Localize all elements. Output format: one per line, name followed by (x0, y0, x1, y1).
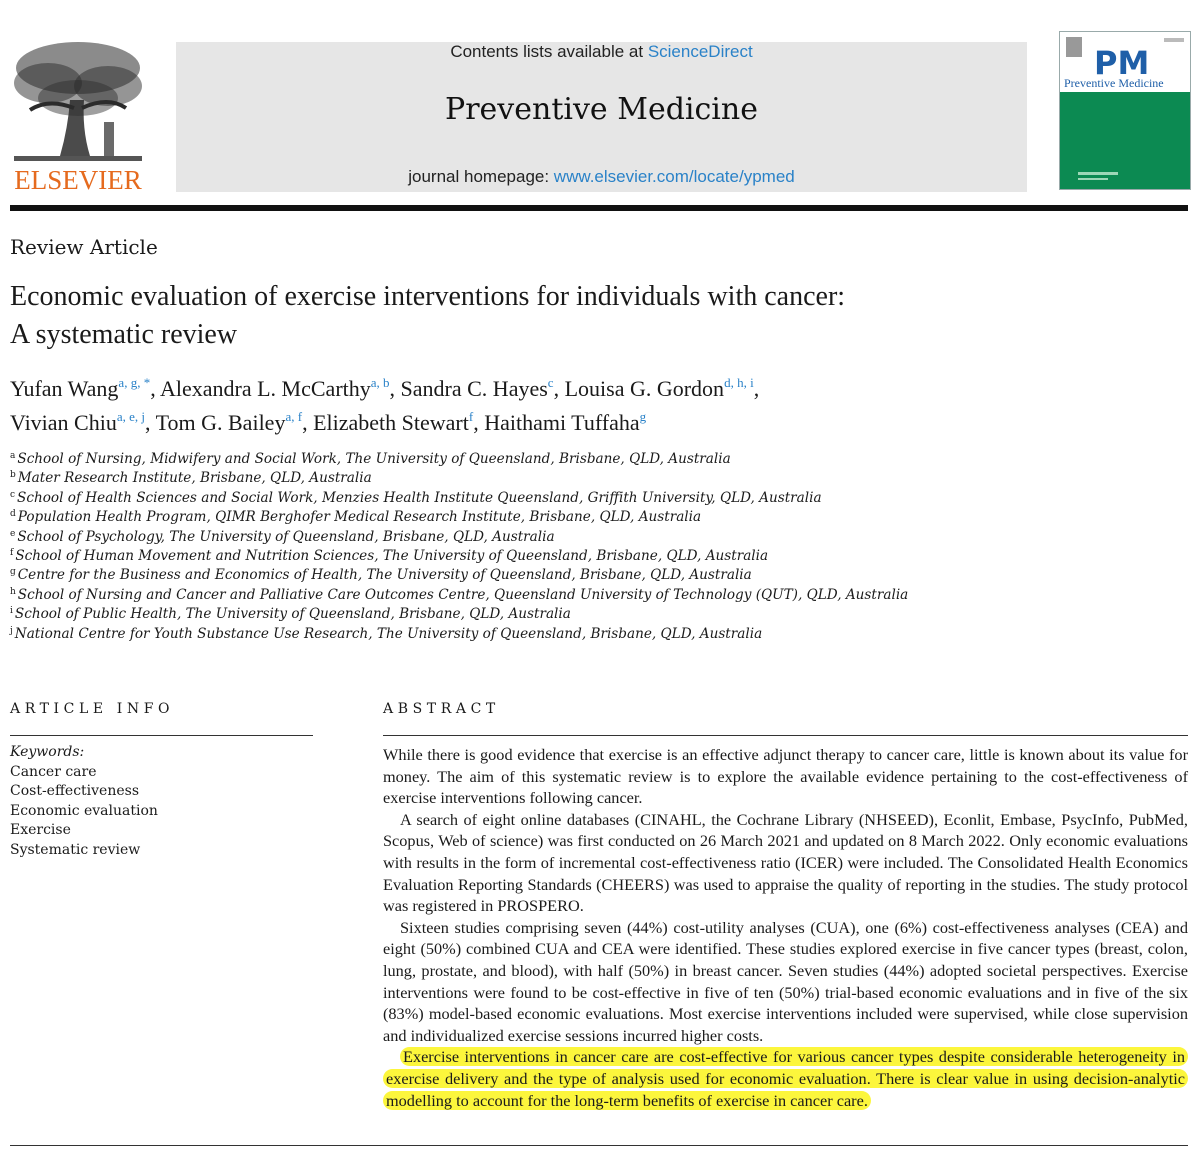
author[interactable]: Tom G. Bailey (155, 410, 286, 435)
author[interactable]: Haithami Tuffaha (484, 410, 640, 435)
affiliation-text: Population Health Program, QIMR Berghofer Medical Research Institute, Brisbane, QLD, Australia (17, 509, 702, 526)
affiliation-item (10, 490, 1190, 509)
affiliation-text: Mater Research Institute, Brisbane, QLD, Australia (17, 470, 372, 487)
abstract-body (383, 744, 1188, 1111)
author-affiliation-ref[interactable]: c (547, 375, 554, 390)
affiliation-key: i (10, 606, 13, 617)
affiliation-item (10, 587, 1190, 606)
affiliation-key: b (10, 470, 16, 481)
journal-banner (176, 42, 1027, 192)
author-separator: , (553, 376, 565, 401)
abstract-paragraph-results: Sixteen studies comprising seven (44%) cost-utility analyses (CUA), one (6%) cost-effectiveness analyses (CEA) and eight (50%) combined CUA and CEA were identified. These studies explored exercise in five cancer types (breast, colon, lung, prostate, and blood), with half (50%) in breast cancer. Seven studies (44%) adopted societal perspectives. Exercise interventions were found to be cost-effective in five of ten (50%) trial-based economic evaluations and in five of the six (83%) model-based economic evaluations. Most exercise interventions included were supervised, while close supervision and individualized exercise sessions incurred higher costs. (383, 917, 1188, 1045)
affiliation-key: e (10, 528, 16, 539)
title-line-2: A systematic review (10, 319, 238, 350)
journal-title[interactable]: Preventive Medicine (445, 92, 758, 127)
keywords-panel (10, 743, 310, 860)
contents-line (176, 42, 1027, 62)
author-affiliation-ref[interactable]: a, b (370, 375, 390, 390)
publisher-wordmark: ELSEVIER (14, 165, 142, 193)
author-affiliation-ref[interactable]: a, g, * (118, 375, 151, 390)
article-info-heading: ARTICLE INFO (10, 701, 175, 717)
affiliation-text: School of Health Sciences and Social Work, Menzies Health Institute Queensland, Griffith University, QLD, Australia (17, 489, 822, 506)
article-info-divider (10, 735, 313, 736)
homepage-line (176, 167, 1027, 187)
keyword: Systematic review (10, 841, 141, 858)
affiliation-item (10, 470, 1190, 489)
journal-cover-image (1060, 32, 1190, 189)
affiliation-key: d (10, 509, 16, 520)
affiliation-key: j (10, 625, 13, 636)
journal-cover[interactable] (1059, 31, 1191, 190)
author-separator: , (389, 376, 401, 401)
author-affiliation-ref[interactable]: d, h, i (724, 375, 754, 390)
affiliation-item (10, 626, 1190, 645)
article-type: Review Article (10, 235, 158, 259)
abstract-paragraph-conclusion (383, 1046, 1188, 1111)
author-separator: , (145, 410, 156, 435)
contents-prefix: Contents lists available at (450, 42, 648, 61)
author-affiliation-ref[interactable]: a, e, j (116, 409, 145, 424)
affiliation-key: h (10, 586, 16, 597)
author[interactable]: Vivian Chiu (10, 410, 117, 435)
affiliation-text: School of Nursing and Cancer and Palliative Care Outcomes Centre, Queensland University of Technology (QUT), QLD, Australia (17, 586, 909, 603)
homepage-prefix: journal homepage: (408, 167, 554, 186)
highlighted-conclusion: Exercise interventions in cancer care are cost-effective for various cancer types despite considerable heterogeneity in exercise delivery and the type of analysis used for economic evaluation. There is clear value in using decision-analytic modelling to account for the long-term benefits of exercise in cancer care. (383, 1047, 1188, 1109)
cover-title: Preventive Medicine (1064, 76, 1164, 90)
abstract-paragraph-methods: A search of eight online databases (CINAHL, the Cochrane Library (NHSEED), Econlit, Embase, PsycInfo, PubMed, Scopus, Web of science) was first conducted on 26 March 2021 and updated on 8 March 2022. Only economic evaluations with results in the form of incremental cost-effectiveness ratio (ICER) were included. The Consolidated Health Economics Evaluation Reporting Standards (CHEERS) was used to appraise the quality of reporting in the studies. The study protocol was registered in PROSPERO. (383, 809, 1188, 916)
author[interactable]: Yufan Wang (10, 376, 119, 401)
affiliation-item (10, 567, 1190, 586)
keyword: Exercise (10, 822, 71, 838)
author-separator: , (302, 410, 314, 435)
affiliation-item (10, 451, 1190, 470)
journal-homepage-link[interactable]: www.elsevier.com/locate/ypmed (553, 167, 795, 186)
affiliation-text: Centre for the Business and Economics of Health, The University of Queensland, Brisbane, QLD, Australia (17, 567, 752, 584)
author[interactable]: Elizabeth Stewart (313, 410, 469, 435)
affiliation-text: School of Nursing, Midwifery and Social Work, The University of Queensland, Brisbane, QLD, Australia (17, 451, 731, 467)
keyword: Economic evaluation (10, 802, 158, 819)
author-affiliation-ref[interactable]: a, f (285, 409, 303, 424)
author[interactable]: Alexandra L. McCarthy (160, 376, 371, 401)
affiliation-key: f (10, 547, 14, 558)
keyword: Cancer care (10, 763, 97, 780)
affiliation-text: School of Public Health, The University of Queensland, Brisbane, QLD, Australia (14, 606, 571, 623)
author-separator: , (150, 376, 160, 401)
affiliation-item (10, 548, 1190, 567)
abstract-divider (383, 735, 1188, 736)
affiliation-item (10, 509, 1190, 528)
keywords-label: Keywords: (10, 744, 85, 760)
abstract-paragraph-background: While there is good evidence that exercise is an effective adjunct therapy to cancer care, little is known about its value for money. The aim of this systematic review is to explore the available evidence pertaining to the cost-effectiveness of exercise interventions following cancer. (383, 745, 1188, 808)
affiliation-key: c (10, 489, 16, 500)
keyword: Cost-effectiveness (10, 783, 140, 799)
author[interactable]: Sandra C. Hayes (400, 376, 548, 401)
article-title (10, 278, 1160, 354)
title-line-1: Economic evaluation of exercise interventions for individuals with cancer: (10, 281, 846, 312)
affiliation-list (10, 451, 1190, 645)
author-separator: , (473, 410, 485, 435)
author-affiliation-ref[interactable]: g (639, 409, 647, 424)
affiliation-key: a (10, 451, 16, 461)
author-separator: , (753, 376, 760, 401)
author-affiliation-ref[interactable]: f (468, 409, 474, 424)
elsevier-tree-icon (8, 38, 148, 193)
affiliation-text: School of Psychology, The University of Queensland, Brisbane, QLD, Australia (17, 528, 555, 545)
affiliation-key: g (10, 567, 16, 578)
author-line-1 (10, 372, 1190, 406)
cover-letters: PM (1094, 44, 1150, 82)
affiliation-text: School of Human Movement and Nutrition Sciences, The University of Queensland, Brisbane, QLD, Australia (15, 547, 769, 564)
abstract-bottom-divider (10, 1145, 1188, 1146)
author[interactable]: Louisa G. Gordon (564, 376, 725, 401)
affiliation-item (10, 606, 1190, 625)
affiliation-text: National Centre for Youth Substance Use Research, The University of Queensland, Brisbane, QLD, Australia (14, 625, 763, 642)
affiliation-item (10, 529, 1190, 548)
sciencedirect-link[interactable]: ScienceDirect (647, 42, 753, 61)
header-divider (10, 205, 1188, 211)
author-list (10, 372, 1190, 440)
abstract-heading: ABSTRACT (383, 701, 500, 717)
author-line-2 (10, 406, 1190, 440)
elsevier-logo (8, 38, 148, 193)
